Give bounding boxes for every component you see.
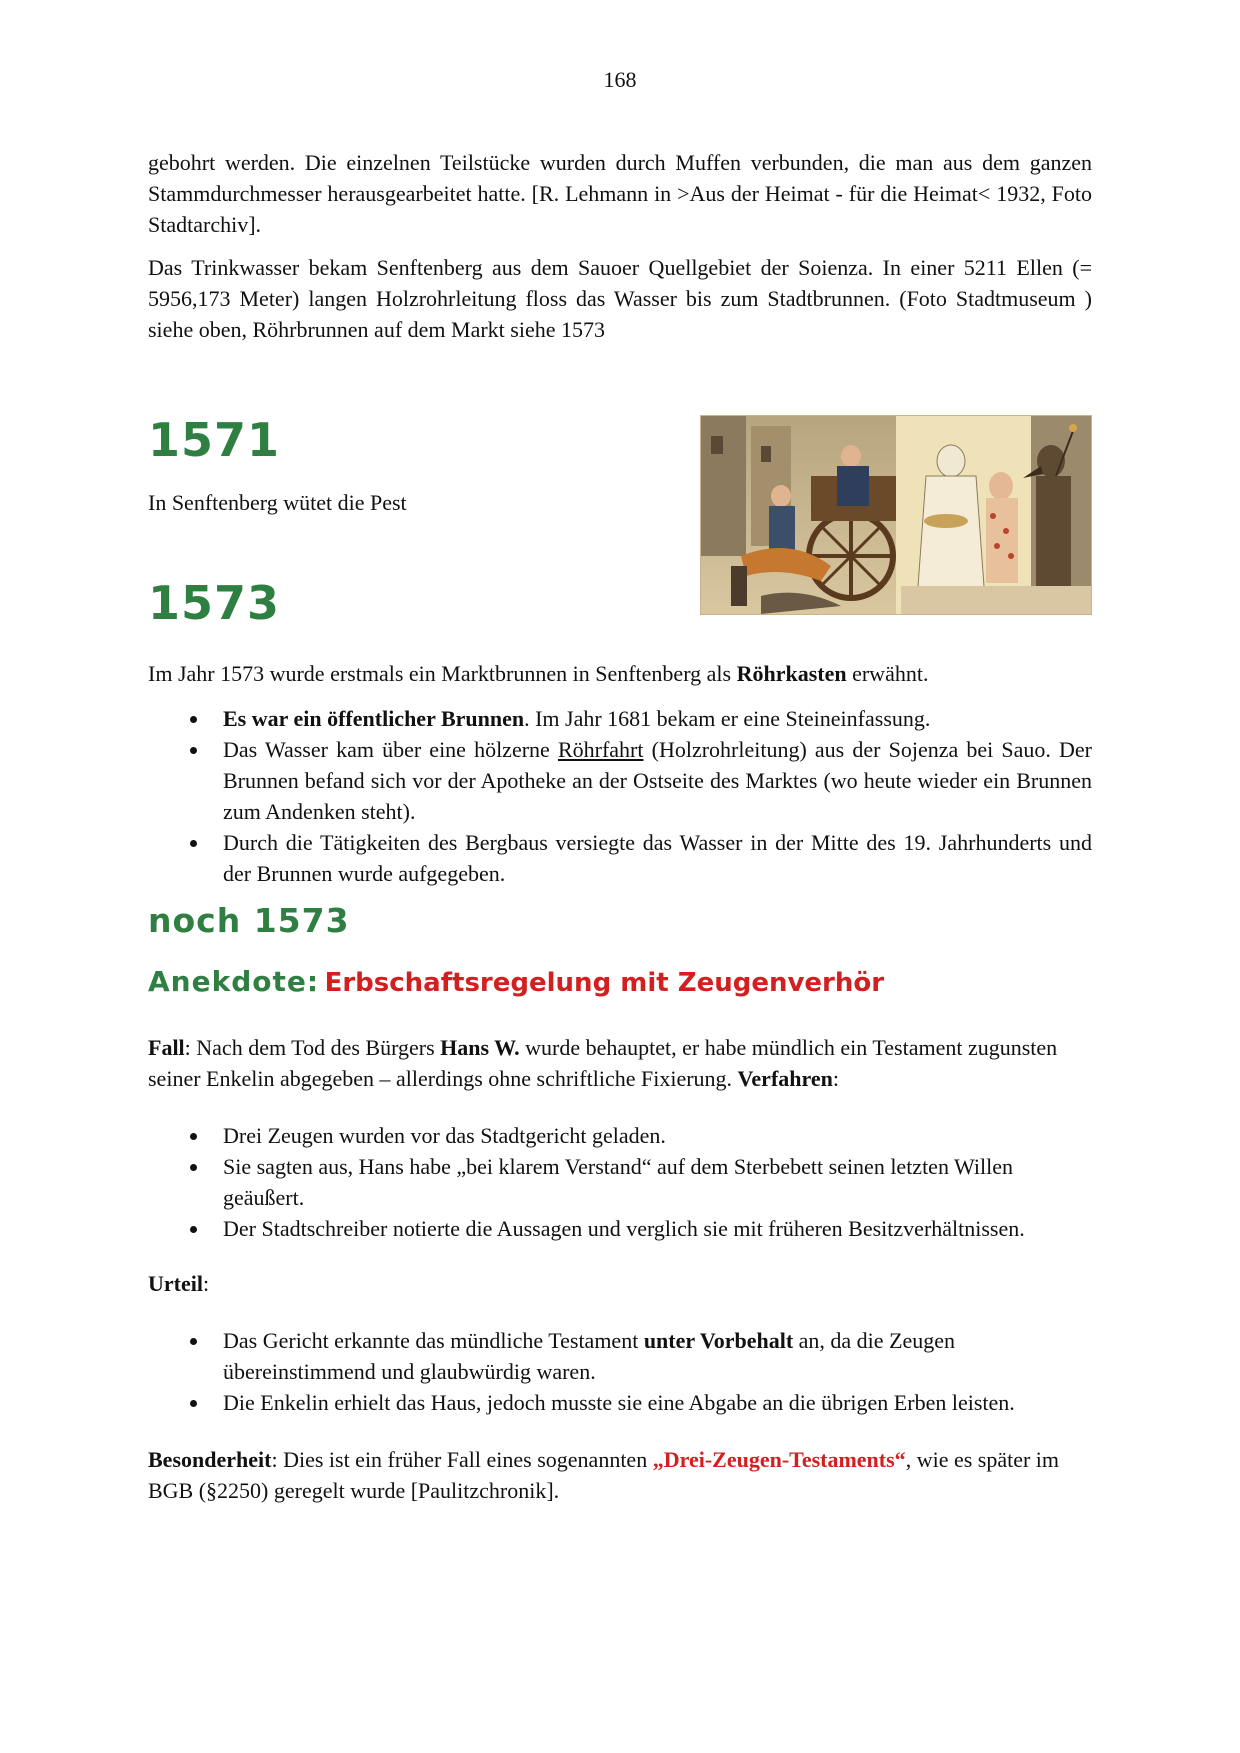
besonderheit-label: Besonderheit — [148, 1447, 272, 1472]
intro-paragraph-2: Das Trinkwasser bekam Senftenberg aus dem Sauoer Quellgebiet der Soienza. In einer 5211 Ellen (= 5956,173 Meter) langen Holzrohrleitung floss das Wasser bis zum Stadtbrunnen. (Foto Stadtmuseum ) siehe oben, Röhrbrunnen auf dem Markt siehe 1573 — [148, 255, 1092, 342]
fall-text: : Nach dem Tod des Bürgers — [184, 1035, 441, 1060]
list-item: Die Enkelin erhielt das Haus, jedoch musste sie eine Abgabe an die übrigen Erben leisten. — [148, 1387, 1092, 1418]
list-item — [148, 703, 1092, 734]
list-item — [148, 1325, 1092, 1387]
urteil-text: Das Gericht erkannte das mündliche Testament — [223, 1328, 644, 1353]
urteil-text-rest: an, da die Zeugen übereinstimmend und glaubwürdig waren. — [223, 1328, 956, 1384]
intro-section — [148, 147, 1092, 345]
roehrfahrt-link[interactable]: Röhrfahrt — [557, 737, 644, 762]
besonderheit-paragraph — [148, 1444, 1092, 1506]
verfahren-label: Verfahren — [737, 1066, 833, 1091]
anekdote-title: Erbschaftsregelung mit Zeugenverhör — [324, 968, 885, 998]
urteil-colon: : — [202, 1271, 210, 1296]
list-item: Der Stadtschreiber notierte die Aussagen und verglich sie mit früheren Besitzverhältnissen. — [148, 1213, 1092, 1244]
drei-zeugen-testament-highlight: „Drei-Zeugen-Testaments“ — [652, 1447, 906, 1472]
year-heading-1571: 1571 — [148, 413, 281, 467]
section-1573 — [148, 578, 1092, 889]
verfahren-list — [148, 1120, 1092, 1244]
verfahren-colon: : — [832, 1066, 839, 1091]
list-item — [148, 734, 1092, 827]
anekdote-section — [148, 966, 1092, 1506]
fall-label: Fall — [148, 1035, 185, 1060]
water-source-rest: (Holzrohrleitung) aus der Sojenza bei Sauo. Der Brunnen befand sich vor der Apotheke an der Ostseite des Marktes (wo heute wieder ein Brunnen zum Andenken steht). — [223, 737, 1093, 824]
mining-text: Durch die Tätigkeiten des Bergbaus versiegte das Wasser in der Mitte des 19. Jahrhunderts und der Brunnen wurde aufgegeben. — [223, 830, 1092, 886]
fall-text-rest: wurde behauptet, er habe mündlich ein Testament zugunsten seiner Enkelin abgegeben – allerdings ohne schriftliche Fixierung. — [148, 1035, 1058, 1091]
water-source-text: Das Wasser kam über eine hölzerne — [223, 737, 558, 762]
urteil-list — [148, 1325, 1092, 1418]
public-fountain-bold: Es war ein öffentlicher Brunnen — [223, 706, 525, 731]
fountain-intro-end: erwähnt. — [846, 661, 929, 686]
fountain-intro — [148, 658, 1092, 689]
section-noch-1573 — [148, 902, 1092, 940]
plague-text: In Senftenberg wütet die Pest — [148, 490, 407, 515]
besonderheit-text: : Dies ist ein früher Fall eines sogenannten — [271, 1447, 653, 1472]
page-number: 168 — [603, 67, 637, 92]
list-item — [148, 827, 1092, 889]
fountain-facts-list — [148, 703, 1092, 889]
anekdote-heading — [148, 966, 1092, 999]
list-item: Sie sagten aus, Hans habe „bei klarem Verstand“ auf dem Sterbebett seinen letzten Willen geäußert. — [148, 1151, 1092, 1213]
year-heading-1573: 1573 — [148, 576, 281, 630]
urteil-label: Urteil — [148, 1271, 203, 1296]
section-1571 — [148, 415, 688, 518]
vorbehalt-bold: unter Vorbehalt — [643, 1328, 794, 1353]
list-item: Drei Zeugen wurden vor das Stadtgericht geladen. — [148, 1120, 1092, 1151]
intro-paragraph-1: gebohrt werden. Die einzelnen Teilstücke wurden durch Muffen verbunden, die man aus dem ganzen Stammdurchmesser herausgearbeitet hatte. [R. Lehmann in >Aus der Heimat - für die Heimat< 1932, Foto Stadtarchiv]. — [148, 150, 1092, 237]
fall-paragraph — [148, 1032, 1092, 1094]
fountain-intro-text: Im Jahr 1573 wurde erstmals ein Marktbrunnen in Senftenberg als — [148, 661, 737, 686]
year-heading-noch-1573: noch 1573 — [148, 901, 350, 940]
urteil-paragraph — [148, 1268, 1092, 1299]
besonderheit-text-rest: , wie es später im BGB (§2250) geregelt wurde [Paulitzchronik]. — [148, 1447, 1060, 1503]
public-fountain-text: . Im Jahr 1681 bekam er eine Steineinfassung. — [524, 706, 931, 731]
hans-name: Hans W. — [440, 1035, 520, 1060]
roehrkasten-term: Röhrkasten — [736, 661, 847, 686]
anekdote-label: Anekdote: — [148, 965, 320, 998]
